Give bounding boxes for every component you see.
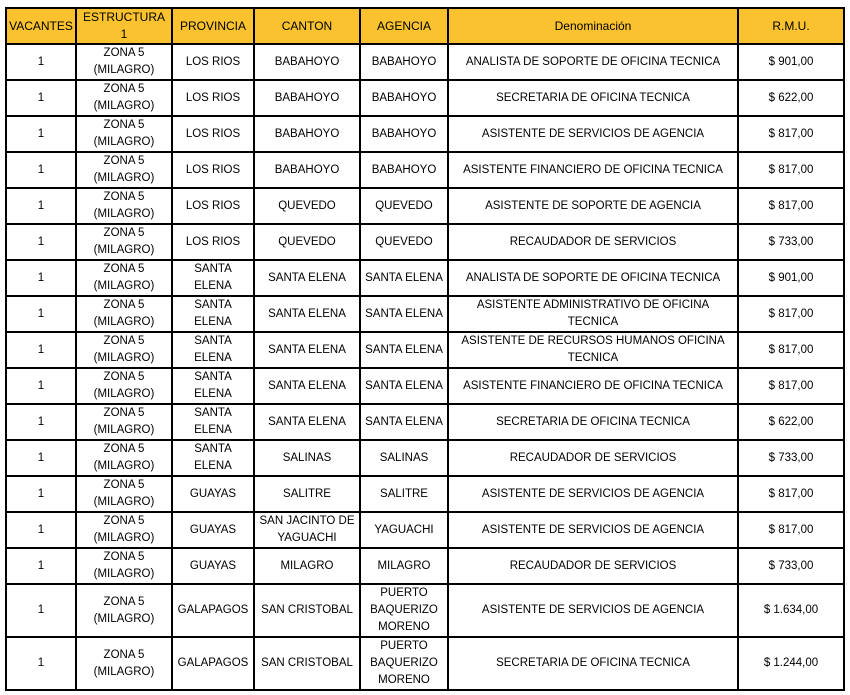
provincia-cell: LOS RIOS xyxy=(172,44,254,80)
estructura-cell: ZONA 5 (MILAGRO) xyxy=(76,548,172,584)
denominacion-cell: SECRETARIA DE OFICINA TECNICA xyxy=(448,80,738,116)
denominacion-cell: ANALISTA DE SOPORTE DE OFICINA TECNICA xyxy=(448,44,738,80)
denominacion-cell: ASISTENTE FINANCIERO DE OFICINA TECNICA xyxy=(448,368,738,404)
canton-cell: SAN CRISTOBAL xyxy=(254,637,360,690)
table-row xyxy=(6,152,844,188)
table-row xyxy=(6,512,844,548)
estructura-cell: ZONA 5 (MILAGRO) xyxy=(76,512,172,548)
vacantes-cell: 1 xyxy=(6,44,76,80)
table-row xyxy=(6,548,844,584)
rmu-cell: $ 817,00 xyxy=(738,476,844,512)
vacantes-cell: 1 xyxy=(6,188,76,224)
agencia-cell: SANTA ELENA xyxy=(360,260,448,296)
table-row xyxy=(6,44,844,80)
agencia-cell: MILAGRO xyxy=(360,548,448,584)
estructura-cell: ZONA 5 (MILAGRO) xyxy=(76,476,172,512)
estructura-cell: ZONA 5 (MILAGRO) xyxy=(76,80,172,116)
header-agencia: AGENCIA xyxy=(360,8,448,44)
denominacion-cell: ASISTENTE DE SERVICIOS DE AGENCIA xyxy=(448,512,738,548)
provincia-cell: LOS RIOS xyxy=(172,152,254,188)
vacantes-cell: 1 xyxy=(6,224,76,260)
vacantes-cell: 1 xyxy=(6,548,76,584)
agencia-cell: BABAHOYO xyxy=(360,44,448,80)
vacancies-table-container xyxy=(5,7,845,691)
table-row xyxy=(6,116,844,152)
table-row xyxy=(6,584,844,637)
header-estructura: ESTRUCTURA 1 xyxy=(76,8,172,44)
vacantes-cell: 1 xyxy=(6,476,76,512)
denominacion-cell: ASISTENTE DE SERVICIOS DE AGENCIA xyxy=(448,116,738,152)
table-row xyxy=(6,332,844,368)
vacantes-cell: 1 xyxy=(6,260,76,296)
rmu-cell: $ 817,00 xyxy=(738,188,844,224)
rmu-cell: $ 817,00 xyxy=(738,152,844,188)
rmu-cell: $ 901,00 xyxy=(738,260,844,296)
canton-cell: SANTA ELENA xyxy=(254,368,360,404)
rmu-cell: $ 817,00 xyxy=(738,332,844,368)
table-row xyxy=(6,440,844,476)
agencia-cell: YAGUACHI xyxy=(360,512,448,548)
denominacion-cell: RECAUDADOR DE SERVICIOS xyxy=(448,224,738,260)
canton-cell: SANTA ELENA xyxy=(254,296,360,332)
header-vacantes: VACANTES xyxy=(6,8,76,44)
estructura-cell: ZONA 5 (MILAGRO) xyxy=(76,404,172,440)
provincia-cell: GALAPAGOS xyxy=(172,584,254,637)
rmu-cell: $ 622,00 xyxy=(738,80,844,116)
canton-cell: QUEVEDO xyxy=(254,188,360,224)
canton-cell: BABAHOYO xyxy=(254,80,360,116)
canton-cell: BABAHOYO xyxy=(254,44,360,80)
vacantes-cell: 1 xyxy=(6,512,76,548)
denominacion-cell: ANALISTA DE SOPORTE DE OFICINA TECNICA xyxy=(448,260,738,296)
provincia-cell: LOS RIOS xyxy=(172,80,254,116)
canton-cell: SANTA ELENA xyxy=(254,332,360,368)
table-row xyxy=(6,80,844,116)
table-row xyxy=(6,224,844,260)
header-canton: CANTON xyxy=(254,8,360,44)
agencia-cell: SALITRE xyxy=(360,476,448,512)
estructura-cell: ZONA 5 (MILAGRO) xyxy=(76,188,172,224)
estructura-cell: ZONA 5 (MILAGRO) xyxy=(76,296,172,332)
vacantes-cell: 1 xyxy=(6,440,76,476)
canton-cell: BABAHOYO xyxy=(254,116,360,152)
vacantes-cell: 1 xyxy=(6,584,76,637)
estructura-cell: ZONA 5 (MILAGRO) xyxy=(76,224,172,260)
agencia-cell: SANTA ELENA xyxy=(360,404,448,440)
agencia-cell: PUERTO BAQUERIZO MORENO xyxy=(360,637,448,690)
agencia-cell: BABAHOYO xyxy=(360,80,448,116)
canton-cell: MILAGRO xyxy=(254,548,360,584)
table-row xyxy=(6,637,844,690)
provincia-cell: LOS RIOS xyxy=(172,116,254,152)
estructura-cell: ZONA 5 (MILAGRO) xyxy=(76,368,172,404)
canton-cell: QUEVEDO xyxy=(254,224,360,260)
vacantes-cell: 1 xyxy=(6,296,76,332)
canton-cell: SALITRE xyxy=(254,476,360,512)
vacantes-cell: 1 xyxy=(6,368,76,404)
rmu-cell: $ 817,00 xyxy=(738,116,844,152)
rmu-cell: $ 622,00 xyxy=(738,404,844,440)
agencia-cell: SANTA ELENA xyxy=(360,332,448,368)
denominacion-cell: ASISTENTE DE SERVICIOS DE AGENCIA xyxy=(448,584,738,637)
rmu-cell: $ 733,00 xyxy=(738,440,844,476)
vacancies-table xyxy=(5,7,845,691)
canton-cell: SANTA ELENA xyxy=(254,260,360,296)
header-denominacion: Denominación xyxy=(448,8,738,44)
rmu-cell: $ 817,00 xyxy=(738,296,844,332)
agencia-cell: PUERTO BAQUERIZO MORENO xyxy=(360,584,448,637)
agencia-cell: SANTA ELENA xyxy=(360,368,448,404)
vacantes-cell: 1 xyxy=(6,116,76,152)
canton-cell: SAN JACINTO DE YAGUACHI xyxy=(254,512,360,548)
estructura-cell: ZONA 5 (MILAGRO) xyxy=(76,116,172,152)
agencia-cell: SALINAS xyxy=(360,440,448,476)
provincia-cell: GUAYAS xyxy=(172,512,254,548)
estructura-cell: ZONA 5 (MILAGRO) xyxy=(76,260,172,296)
denominacion-cell: SECRETARIA DE OFICINA TECNICA xyxy=(448,637,738,690)
table-row xyxy=(6,188,844,224)
provincia-cell: SANTA ELENA xyxy=(172,260,254,296)
estructura-cell: ZONA 5 (MILAGRO) xyxy=(76,637,172,690)
header-rmu: R.M.U. xyxy=(738,8,844,44)
canton-cell: SALINAS xyxy=(254,440,360,476)
agencia-cell: QUEVEDO xyxy=(360,188,448,224)
rmu-cell: $ 817,00 xyxy=(738,512,844,548)
provincia-cell: GALAPAGOS xyxy=(172,637,254,690)
agencia-cell: BABAHOYO xyxy=(360,116,448,152)
estructura-cell: ZONA 5 (MILAGRO) xyxy=(76,584,172,637)
estructura-cell: ZONA 5 (MILAGRO) xyxy=(76,440,172,476)
denominacion-cell: ASISTENTE ADMINISTRATIVO DE OFICINA TECNICA xyxy=(448,296,738,332)
rmu-cell: $ 1.634,00 xyxy=(738,584,844,637)
denominacion-cell: ASISTENTE DE RECURSOS HUMANOS OFICINA TECNICA xyxy=(448,332,738,368)
provincia-cell: LOS RIOS xyxy=(172,224,254,260)
canton-cell: SANTA ELENA xyxy=(254,404,360,440)
vacantes-cell: 1 xyxy=(6,637,76,690)
agencia-cell: SANTA ELENA xyxy=(360,296,448,332)
denominacion-cell: ASISTENTE DE SERVICIOS DE AGENCIA xyxy=(448,476,738,512)
agencia-cell: QUEVEDO xyxy=(360,224,448,260)
table-row xyxy=(6,260,844,296)
provincia-cell: SANTA ELENA xyxy=(172,296,254,332)
table-row xyxy=(6,368,844,404)
vacantes-cell: 1 xyxy=(6,404,76,440)
provincia-cell: LOS RIOS xyxy=(172,188,254,224)
denominacion-cell: RECAUDADOR DE SERVICIOS xyxy=(448,440,738,476)
provincia-cell: SANTA ELENA xyxy=(172,404,254,440)
estructura-cell: ZONA 5 (MILAGRO) xyxy=(76,332,172,368)
canton-cell: SAN CRISTOBAL xyxy=(254,584,360,637)
provincia-cell: SANTA ELENA xyxy=(172,440,254,476)
table-row xyxy=(6,296,844,332)
provincia-cell: SANTA ELENA xyxy=(172,368,254,404)
vacantes-cell: 1 xyxy=(6,332,76,368)
denominacion-cell: SECRETARIA DE OFICINA TECNICA xyxy=(448,404,738,440)
denominacion-cell: RECAUDADOR DE SERVICIOS xyxy=(448,548,738,584)
provincia-cell: SANTA ELENA xyxy=(172,332,254,368)
estructura-cell: ZONA 5 (MILAGRO) xyxy=(76,152,172,188)
table-row xyxy=(6,404,844,440)
canton-cell: BABAHOYO xyxy=(254,152,360,188)
rmu-cell: $ 817,00 xyxy=(738,368,844,404)
denominacion-cell: ASISTENTE DE SOPORTE DE AGENCIA xyxy=(448,188,738,224)
provincia-cell: GUAYAS xyxy=(172,476,254,512)
header-provincia: PROVINCIA xyxy=(172,8,254,44)
rmu-cell: $ 733,00 xyxy=(738,548,844,584)
denominacion-cell: ASISTENTE FINANCIERO DE OFICINA TECNICA xyxy=(448,152,738,188)
table-row xyxy=(6,476,844,512)
table-header-row xyxy=(6,8,844,44)
rmu-cell: $ 733,00 xyxy=(738,224,844,260)
rmu-cell: $ 901,00 xyxy=(738,44,844,80)
vacantes-cell: 1 xyxy=(6,80,76,116)
provincia-cell: GUAYAS xyxy=(172,548,254,584)
vacantes-cell: 1 xyxy=(6,152,76,188)
agencia-cell: BABAHOYO xyxy=(360,152,448,188)
rmu-cell: $ 1.244,00 xyxy=(738,637,844,690)
estructura-cell: ZONA 5 (MILAGRO) xyxy=(76,44,172,80)
